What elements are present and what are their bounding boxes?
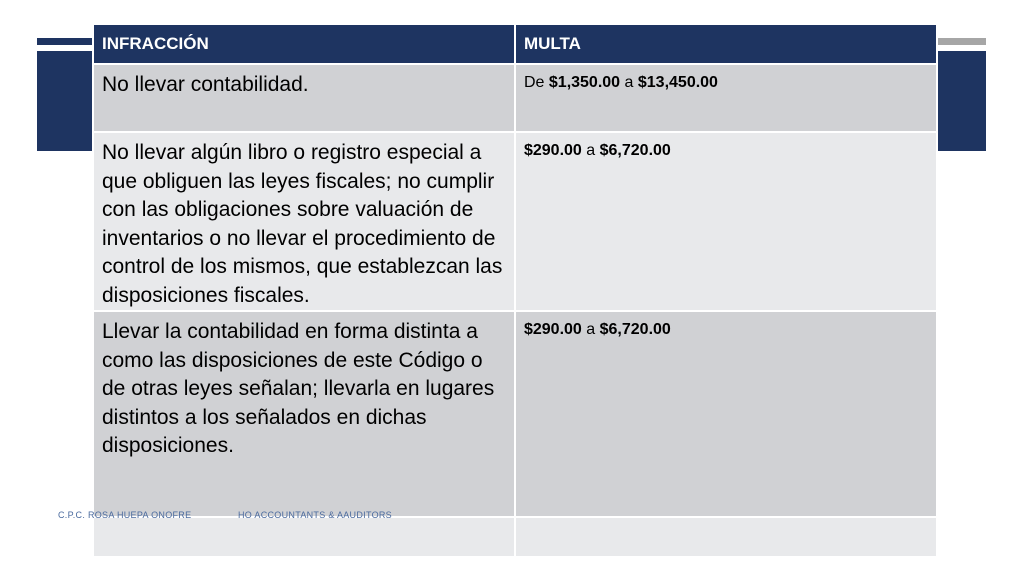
multa-max: $13,450.00	[637, 74, 718, 91]
multa-sep: a	[620, 74, 638, 91]
fines-table	[92, 23, 938, 558]
infraccion-text: No llevar contabilidad.	[102, 73, 309, 96]
multa-cell	[515, 132, 937, 311]
multa-text	[516, 518, 936, 526]
multa-text	[516, 65, 936, 93]
multa-prefix: De	[523, 74, 549, 91]
multa-sep: a	[581, 142, 600, 159]
infraccion-cell	[93, 517, 515, 557]
table-row	[93, 517, 937, 557]
header-infraccion: INFRACCIÓN	[93, 24, 515, 64]
footer-company: HO ACCOUNTANTS & AAUDITORS	[238, 510, 392, 520]
infraccion-text: No llevar algún libro o registro especial a que obliguen las leyes fiscales; no cumplir con las obligaciones sobre valuación de inventarios o no llevar el procedimiento de control de los mismos, que establezcan las disposiciones fiscales.	[102, 141, 503, 307]
infraccion-cell	[93, 311, 515, 517]
table-header-row	[93, 24, 937, 64]
multa-min: $290.00	[523, 321, 582, 338]
multa-max: $6,720.00	[599, 321, 671, 338]
multa-cell	[515, 517, 937, 557]
footer-author: C.P.C. ROSA HUEPA ONOFRE	[58, 510, 192, 520]
multa-text	[516, 312, 936, 340]
multa-max: $6,720.00	[599, 142, 671, 159]
multa-min: $1,350.00	[548, 74, 621, 91]
infraccion-cell	[93, 132, 515, 311]
multa-min: $290.00	[523, 142, 582, 159]
table-row	[93, 64, 937, 132]
multa-text	[516, 133, 936, 161]
table-row	[93, 132, 937, 311]
multa-sep: a	[581, 321, 600, 338]
header-multa: MULTA	[515, 24, 937, 64]
accent-line-left	[37, 38, 99, 45]
accent-line-right	[934, 38, 986, 45]
table-row	[93, 311, 937, 517]
infraccion-text: Llevar la contabilidad en forma distinta a como las disposiciones de este Código o de otras leyes señalan; llevarla en lugares distintos a los señalados en dichas disposiciones.	[102, 320, 495, 457]
multa-cell	[515, 311, 937, 517]
accent-bar-right	[934, 51, 986, 151]
multa-cell	[515, 64, 937, 132]
accent-bar-left	[37, 51, 99, 151]
infraccion-cell	[93, 64, 515, 132]
